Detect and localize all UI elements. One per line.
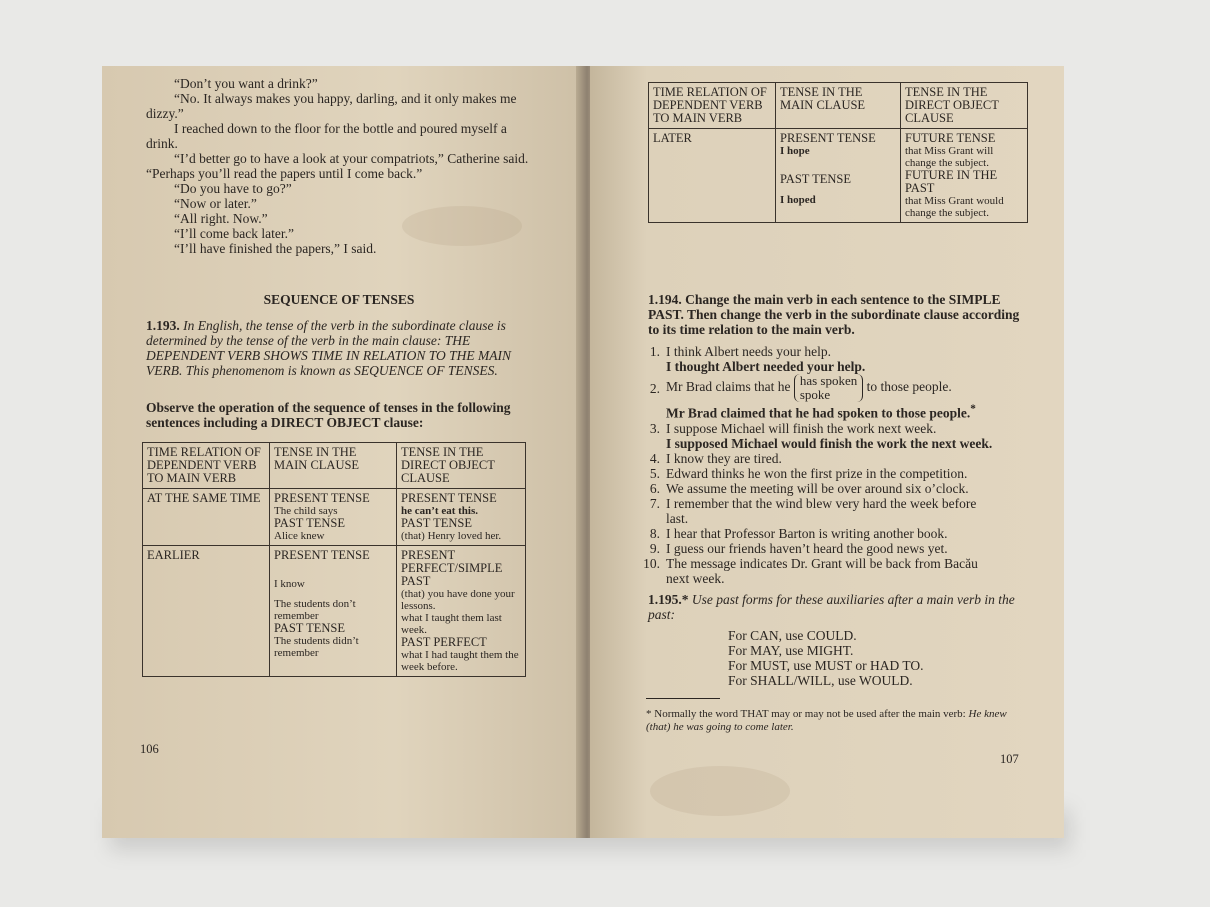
- item-text: Edward thinks he won the first prize in the competition.: [666, 465, 968, 481]
- list-item: [638, 421, 1034, 436]
- left-page: [102, 66, 590, 838]
- option: has spoken: [799, 373, 858, 388]
- time-relation: LATER: [649, 129, 776, 223]
- dialogue-line: “Do you have to go?”: [174, 181, 292, 196]
- exercise-194-items: [638, 344, 1034, 586]
- tense-name: PRESENT TENSE: [274, 491, 370, 505]
- list-item: [638, 466, 1034, 481]
- stain: [650, 766, 790, 816]
- rule-line: For SHALL/WILL, use WOULD.: [728, 673, 913, 688]
- table-row: [143, 489, 526, 546]
- example: he can’t eat this.: [401, 505, 478, 517]
- exercise-number: 1.193.: [146, 318, 180, 333]
- list-item: [638, 541, 1034, 556]
- dialogue-line: “I’d better go to have a look at your compatriots,” Catherine said. “Perhaps you’ll read the papers until I come back.”: [146, 151, 529, 181]
- footnote-marker: *: [970, 403, 976, 415]
- exercise-193: [146, 318, 532, 378]
- list-item: [638, 344, 1034, 359]
- tense-name: PRESENT PERFECT/SIMPLE PAST: [401, 548, 503, 588]
- main-clause-cell: [270, 546, 397, 677]
- item-text: [666, 374, 1034, 402]
- tense-name: PRESENT TENSE: [274, 548, 370, 562]
- footnote-text: * Normally the word THAT may or may not be used after the main verb:: [646, 708, 966, 720]
- main-clause-cell: [270, 489, 397, 546]
- dependent-clause-cell: [901, 129, 1028, 223]
- dialogue-line: “I’ll come back later.”: [174, 226, 294, 241]
- example: The child says: [274, 505, 338, 517]
- page-number: 107: [1000, 752, 1019, 766]
- table-row: [143, 546, 526, 677]
- tense-name: FUTURE IN THE PAST: [905, 168, 998, 195]
- item-answer: I supposed Michael would finish the work the next week.: [666, 435, 993, 451]
- list-item: [638, 451, 1034, 466]
- table-row: [649, 129, 1028, 223]
- tense-table-right: [648, 82, 1028, 223]
- exercise-number: 1.194.: [648, 292, 682, 307]
- dependent-clause-cell: [397, 546, 526, 677]
- dialogue-line: “No. It always makes you happy, darling, and it only makes me dizzy.”: [146, 91, 517, 121]
- table-header: TENSE IN THE MAIN CLAUSE: [270, 443, 397, 489]
- tense-name: PRESENT TENSE: [780, 131, 876, 145]
- dialogue-line: “Don’t you want a drink?”: [174, 76, 318, 91]
- item-number: 9.: [649, 540, 660, 556]
- section-title: SEQUENCE OF TENSES: [263, 292, 415, 307]
- list-item: [638, 496, 1034, 511]
- rule-line: For CAN, use COULD.: [728, 628, 857, 643]
- item-text: I remember that the wind blew very hard the week before: [666, 495, 977, 511]
- option: spoke: [799, 387, 831, 402]
- example: that Miss Grant will change the subject.: [905, 145, 994, 169]
- right-page: [590, 66, 1064, 838]
- page-number: 106: [140, 742, 159, 756]
- table-header: TENSE IN THE DIRECT OBJECT CLAUSE: [901, 83, 1028, 129]
- tense-name: PAST TENSE: [401, 516, 472, 530]
- item-text: We assume the meeting will be over around six o’clock.: [666, 480, 969, 496]
- tense-name: PAST TENSE: [274, 516, 345, 530]
- tense-name: PAST TENSE: [274, 621, 345, 635]
- exercise-text: Use past forms for these auxiliaries after a main verb in the past:: [648, 592, 1015, 622]
- dependent-clause-cell: [397, 489, 526, 546]
- dialogue: [146, 76, 532, 256]
- dialogue-line: I reached down to the floor for the bottle and poured myself a drink.: [146, 121, 507, 151]
- example: I hope: [780, 145, 810, 157]
- table-header: TENSE IN THE MAIN CLAUSE: [776, 83, 901, 129]
- item-text: I guess our friends haven’t heard the good news yet.: [666, 540, 948, 556]
- item-number: 10.: [643, 555, 660, 571]
- item-number: 5.: [649, 465, 660, 481]
- time-relation: EARLIER: [143, 546, 270, 677]
- table-header-row: [649, 83, 1028, 129]
- table-header-row: [143, 443, 526, 489]
- option-brace: [794, 374, 863, 402]
- exercise-text: In English, the tense of the verb in the subordinate clause is determined by the tense of the verb in the main clause: THE DEPENDENT VERB SHOWS TIME IN RELATION TO THE MAIN VERB. This phenomenom is known as SEQUENCE OF TENSES.: [146, 318, 511, 378]
- example: I hoped: [780, 194, 816, 206]
- example: what I taught them last week.: [401, 612, 502, 636]
- example: I know: [274, 578, 305, 590]
- item-text-cont: next week.: [666, 570, 725, 586]
- item-text: The message indicates Dr. Grant will be back from Bacău: [666, 555, 978, 571]
- footnote: [646, 708, 1028, 734]
- footnote-rule: [646, 698, 720, 699]
- item-text: I hear that Professor Barton is writing another book.: [666, 525, 948, 541]
- item-text-cont: last.: [666, 510, 689, 526]
- exercise-195: [648, 592, 1030, 622]
- item-text: I think Albert needs your help.: [666, 344, 831, 359]
- item-answer: I thought Albert needed your help.: [666, 359, 866, 374]
- item-text: I know they are tired.: [666, 450, 782, 466]
- example: (that) Henry loved her.: [401, 530, 502, 542]
- item-number: 6.: [649, 480, 660, 496]
- rule-line: For MAY, use MIGHT.: [728, 643, 854, 658]
- table-header: TIME RELATION OF DEPENDENT VERB TO MAIN VERB: [143, 443, 270, 489]
- item-number: 7.: [649, 495, 660, 511]
- example: Alice knew: [274, 530, 325, 542]
- exercise-text: Change the main verb in each sentence to the SIMPLE PAST. Then change the verb in the subordinate clause according to its time relation to the main verb.: [648, 292, 1020, 337]
- auxiliary-rules: [728, 628, 1028, 688]
- time-relation: AT THE SAME TIME: [143, 489, 270, 546]
- tense-table-left: [142, 442, 526, 677]
- exercise-194: [648, 292, 1030, 337]
- rule-line: For MUST, use MUST or HAD TO.: [728, 658, 924, 673]
- example: what I had taught them the week before.: [401, 649, 519, 673]
- item-text-post: to those people.: [866, 379, 952, 395]
- item-number: 1.: [649, 344, 660, 359]
- tense-name: FUTURE TENSE: [905, 131, 996, 145]
- list-item: [638, 374, 1034, 402]
- list-item: [638, 526, 1034, 541]
- tense-name: PAST TENSE: [780, 172, 851, 186]
- dialogue-line: “All right. Now.”: [174, 211, 268, 226]
- table-header: TENSE IN THE DIRECT OBJECT CLAUSE: [397, 443, 526, 489]
- example: (that) you have done your lessons.: [401, 588, 515, 612]
- item-number: 8.: [649, 525, 660, 541]
- example: The students don’t remember: [274, 598, 356, 622]
- tense-name: PAST PERFECT: [401, 635, 487, 649]
- example: The students didn’t remember: [274, 635, 359, 659]
- item-text: I suppose Michael will finish the work next week.: [666, 420, 937, 436]
- list-item: [638, 556, 1034, 571]
- item-text-pre: Mr Brad claims that he: [666, 379, 791, 395]
- dialogue-line: “I’ll have finished the papers,” I said.: [174, 241, 377, 256]
- item-answer: Mr Brad claimed that he had spoken to those people.*: [666, 403, 976, 421]
- item-number: 2.: [649, 380, 660, 396]
- exercise-number: 1.195.*: [648, 592, 689, 607]
- tense-name: PRESENT TENSE: [401, 491, 497, 505]
- table-header: TIME RELATION OF DEPENDENT VERB TO MAIN VERB: [649, 83, 776, 129]
- dialogue-line: “Now or later.”: [174, 196, 257, 211]
- example: that Miss Grant would change the subject.: [905, 195, 1004, 219]
- list-item: [638, 481, 1034, 496]
- item-number: 4.: [649, 450, 660, 466]
- item-number: 3.: [649, 420, 660, 436]
- footnote-example: He knew (that) he was going to come later.: [646, 708, 1007, 733]
- observe-text: Observe the operation of the sequence of tenses in the following sentences including a DIRECT OBJECT clause:: [146, 400, 511, 430]
- main-clause-cell: [776, 129, 901, 223]
